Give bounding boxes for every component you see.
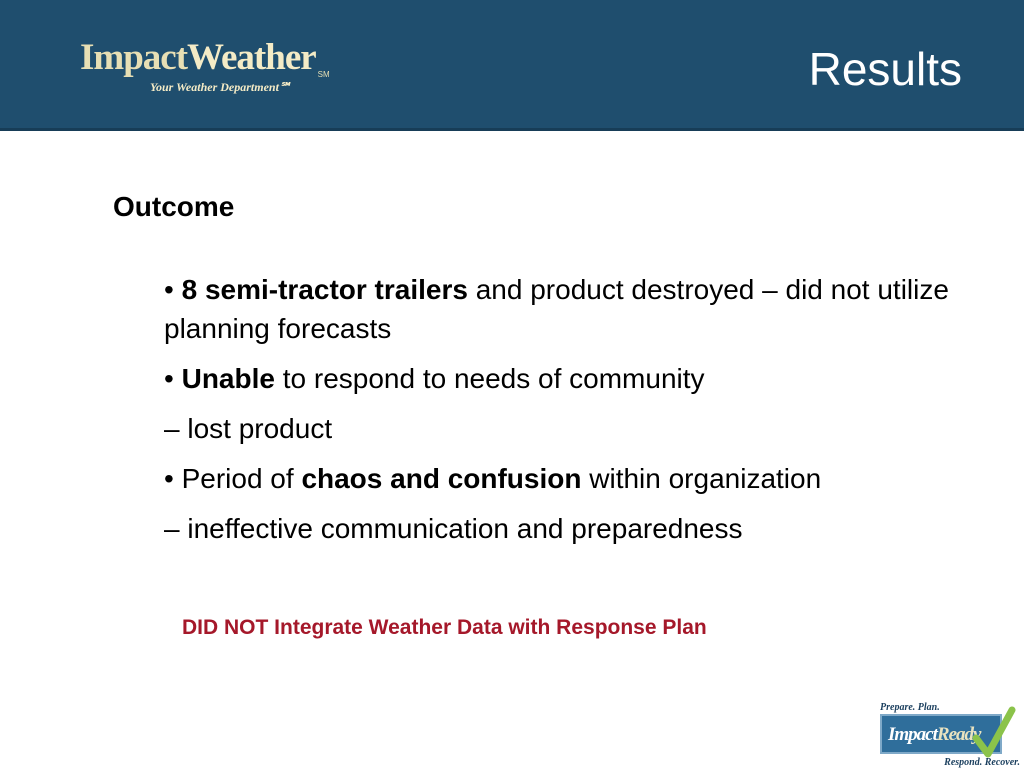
slide-title: Results: [808, 43, 962, 95]
badge-top-text: Prepare. Plan.: [880, 702, 940, 713]
section-heading: Outcome: [113, 191, 235, 222]
bullet-emphasis: Unable: [181, 363, 275, 394]
bullet-item: • Period of chaos and confusion within organization: [164, 463, 822, 494]
bullet-emphasis: chaos and confusion: [301, 463, 582, 494]
bullet-emphasis: 8 semi-tractor trailers: [181, 274, 468, 305]
header-bar: [0, 0, 1024, 131]
impactready-badge: [878, 702, 1024, 768]
logo-impact-text: Impact: [80, 37, 188, 78]
checkmark-icon: [970, 704, 1016, 764]
badge-logo-text: ImpactReady: [888, 724, 981, 745]
header-divider: [0, 128, 1024, 131]
bullet-item: • Unable to respond to needs of community: [164, 363, 705, 394]
logo-weather-text: Weather: [187, 37, 316, 78]
logo-sm-mark: SM: [317, 70, 330, 79]
logo-tagline: Your Weather Department℠: [150, 80, 292, 94]
impactweather-logo: [80, 36, 330, 94]
badge-bottom-text: Respond. Recover.: [944, 757, 1020, 768]
callout-text: DID NOT Integrate Weather Data with Response Plan: [182, 616, 707, 639]
sub-item: – lost product: [164, 413, 333, 444]
bullet-list: [164, 270, 964, 559]
sub-item: – ineffective communication and preparedness: [164, 513, 743, 544]
bullet-item: • 8 semi-tractor trailers and product destroyed – did not utilize planning forecasts: [164, 274, 949, 344]
